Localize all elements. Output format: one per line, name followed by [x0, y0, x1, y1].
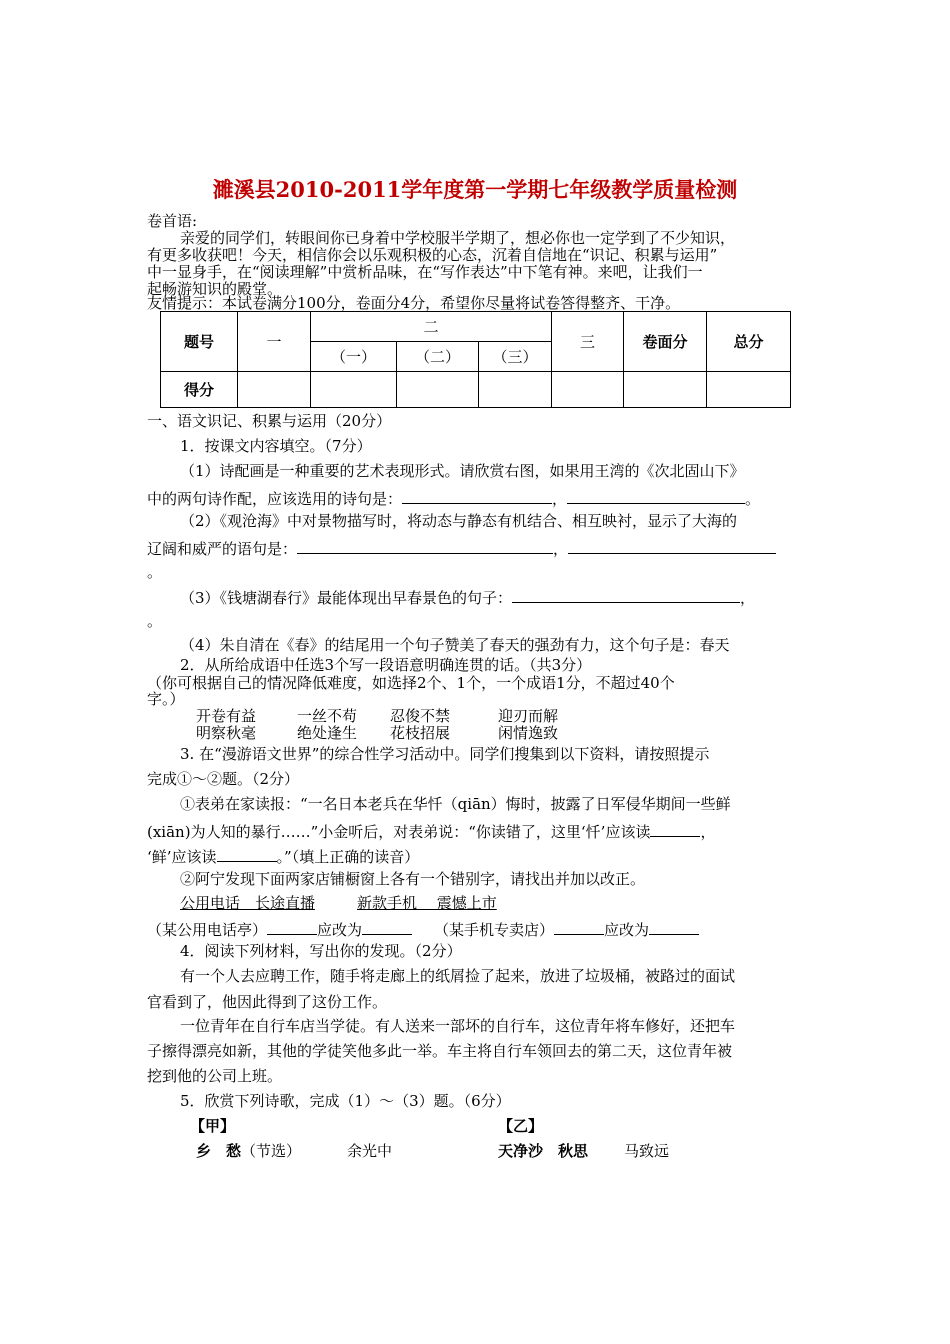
q1-item-1-text: （1）诗配画是一种重要的艺术表现形式。请欣赏右图，如果用王湾的《次北固山下》	[180, 462, 745, 480]
preface-label: 卷首语:	[147, 212, 198, 230]
q4-material: 子擦得漂亮如新，其他的学徒笑他多此一举。车主将自行车领回去的第二天，这位青年被	[147, 1042, 733, 1060]
q4-material: 有一个人去应聘工作，随手将走廊上的纸屑捡了起来，放进了垃圾桶，被路过的面试	[180, 967, 736, 985]
q1-item-2-text: 辽阔和威严的语句是： ，	[147, 539, 776, 558]
question-1-heading: 1．按课文内容填空。（7分）	[180, 437, 372, 455]
question-3-heading: 3. 在“漫游语文世界”的综合性学习活动中。同学们搜集到以下资料，请按照提示	[180, 745, 710, 763]
poem-a-heading	[196, 1143, 301, 1160]
answer-blank[interactable]	[568, 539, 776, 554]
header-question-number: 题号	[161, 312, 238, 372]
q1-item-3-end: 。	[147, 612, 163, 630]
shop-sign: 新款手机 震憾上市	[357, 894, 497, 912]
idiom: 一丝不苟	[297, 707, 358, 725]
poem-b-title: 天净沙 秋思	[498, 1142, 589, 1160]
preface-line: 起畅游知识的殿堂。	[147, 280, 283, 298]
score-cell[interactable]	[479, 372, 552, 408]
score-cell[interactable]	[624, 372, 707, 408]
score-cell[interactable]	[238, 372, 311, 408]
answer-blank[interactable]	[297, 539, 553, 554]
section-heading: 一、语文识记、积累与运用（20分）	[147, 412, 392, 430]
score-cell[interactable]	[707, 372, 791, 408]
poem-a-note: （节选）	[241, 1142, 302, 1160]
idiom: 开卷有益	[196, 707, 257, 725]
answer-blank[interactable]	[362, 920, 412, 935]
header-part-one: 一	[238, 312, 311, 372]
score-cell[interactable]	[397, 372, 479, 408]
answer-blank[interactable]	[512, 588, 740, 603]
q3-item-1-text: ①表弟在家读报：“一名日本老兵在华忏（qiān）悔时，披露了日军侵华期间一些鲜	[180, 795, 731, 813]
q1-item-2-end: 。	[147, 563, 163, 581]
poem-b-author: 马致远	[624, 1142, 670, 1160]
header-part-two: 二	[311, 312, 552, 342]
poem-a-marker: 【甲】	[190, 1117, 236, 1135]
row-label-score: 得分	[161, 372, 238, 408]
q2-note: 字。）	[147, 690, 185, 708]
question-3-heading: 完成①～②题。（2分）	[147, 770, 300, 788]
answer-blank[interactable]	[402, 489, 552, 504]
poem-b-marker: 【乙】	[498, 1117, 544, 1135]
answer-blank[interactable]	[567, 489, 745, 504]
q4-material: 挖到他的公司上班。	[147, 1067, 283, 1085]
score-table	[160, 311, 791, 408]
answer-blank[interactable]	[554, 920, 604, 935]
preface-line: 亲爱的同学们，转眼间你已身着中学校服半学期了，想必你也一定学到了不少知识，	[180, 229, 736, 247]
q1-item-1-prompt: 中的两句诗作配，应该选用的诗句是：	[147, 490, 403, 508]
q1-item-3-prompt: （3）《钱塘湖春行》最能体现出早春景色的句子：	[180, 589, 513, 607]
q3-item-1-text: (xiān)为人知的暴行……”小金听后，对表弟说：“你读错了，这里‘忏’应该读 ，	[147, 823, 716, 841]
friendly-tip: 友情提示：本试卷满分100分，卷面分4分，希望你尽量将试卷答得整齐、干净。	[147, 294, 681, 312]
q1-item-2-prompt: 辽阔和威严的语句是：	[147, 540, 298, 558]
header-part-three: 三	[552, 312, 624, 372]
preface-line: 中一显身手，在“阅读理解”中赏析品味，在“写作表达”中下笔有神。来吧，让我们一	[147, 263, 703, 281]
q3-item-1-text: ‘鲜’应该读 。”（填上正确的读音）	[147, 848, 420, 866]
poem-a-author: 余光中	[347, 1142, 393, 1160]
question-2-heading: 2．从所给成语中任选3个写一段语意明确连贯的话。（共3分）	[180, 656, 592, 674]
shop-sign: 公用电话 长途直播	[180, 894, 316, 912]
q4-material: 官看到了，他因此得到了这份工作。	[147, 993, 388, 1011]
idiom: 绝处逢生	[297, 724, 358, 742]
q1-item-2-text: （2）《观沧海》中对景物描写时，将动态与静态有机结合、相互映衬，显示了大海的	[180, 512, 738, 530]
idiom: 花枝招展	[390, 724, 451, 742]
idiom: 忍俊不禁	[390, 707, 451, 725]
question-5-heading: 5．欣赏下列诗歌，完成（1）～（3）题。（6分）	[180, 1092, 511, 1110]
question-4-heading: 4．阅读下列材料，写出你的发现。（2分）	[180, 942, 462, 960]
score-cell[interactable]	[311, 372, 397, 408]
header-neatness-score: 卷面分	[624, 312, 707, 372]
q3-item-2-text: ②阿宁发现下面两家店铺橱窗上各有一个错别字，请找出并加以改正。	[180, 870, 646, 888]
preface-line: 有更多收获吧！今天，相信你会以乐观积极的心态，沉着自信地在“识记、积累与运用”	[147, 246, 718, 264]
q1-item-4-text: （4）朱自清在《春》的结尾用一个句子赞美了春天的强劲有力，这个句子是：春天	[180, 636, 730, 654]
header-sub-one: （一）	[311, 342, 397, 372]
answer-blank[interactable]	[650, 822, 700, 837]
q1-item-3-text: （3）《钱塘湖春行》最能体现出早春景色的句子： ，	[180, 589, 756, 607]
q2-note: （你可根据自己的情况降低难度，如选择2个、1个，一个成语1分，不超过40个	[147, 674, 675, 692]
header-sub-three: （三）	[479, 342, 552, 372]
answer-blank[interactable]	[649, 920, 699, 935]
q1-item-1-text: 中的两句诗作配，应该选用的诗句是： ， 。	[147, 490, 761, 508]
idiom: 明察秋毫	[196, 724, 257, 742]
answer-blank[interactable]	[267, 920, 317, 935]
header-sub-two: （二）	[397, 342, 479, 372]
page-title: 濉溪县2010-2011学年度第一学期七年级教学质量检测	[212, 177, 738, 202]
header-total-score: 总分	[707, 312, 791, 372]
q3-item-2-answer: （某公用电话亭） 应改为 （某手机专卖店） 应改为	[147, 920, 699, 939]
idiom: 闲情逸致	[498, 724, 559, 742]
poem-a-title: 乡 愁	[196, 1142, 242, 1160]
score-cell[interactable]	[552, 372, 624, 408]
q4-material: 一位青年在自行车店当学徒。有人送来一部坏的自行车，这位青年将车修好，还把车	[180, 1017, 736, 1035]
idiom: 迎刃而解	[498, 707, 559, 725]
answer-blank[interactable]	[217, 847, 277, 862]
